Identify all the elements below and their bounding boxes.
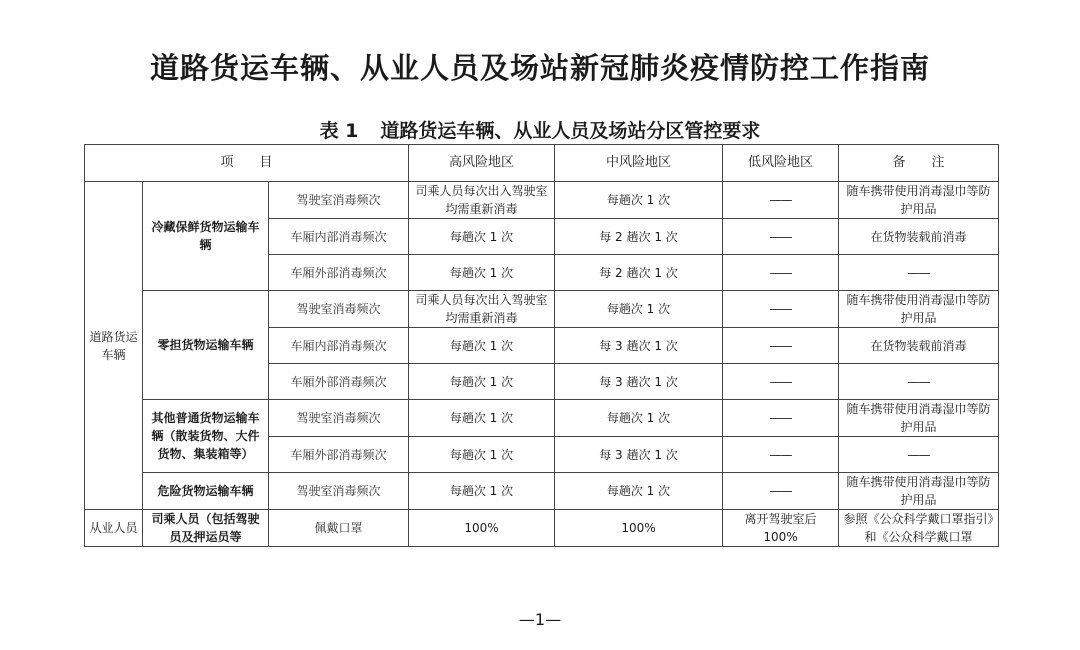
category-drivers-escorts: 司乘人员（包括驾驶员及押运员等 [143,510,269,547]
cell-note: 随车携带使用消毒湿巾等防护用品 [839,291,999,328]
table-number: 表 1 [319,120,359,142]
table-row [85,473,999,510]
header-high-risk: 高风险地区 [409,145,555,182]
cell-high: 每趟次 1 次 [409,328,555,364]
cell-item: 车厢内部消毒频次 [269,328,409,364]
cell-medium: 每 2 趟次 1 次 [555,219,723,255]
cell-low: —— [723,291,839,328]
category-dangerous-goods: 危险货物运输车辆 [143,473,269,510]
group-practitioners: 从业人员 [85,510,143,547]
cell-high: 每趟次 1 次 [409,473,555,510]
cell-medium: 每 3 趟次 1 次 [555,364,723,400]
cell-medium: 每趟次 1 次 [555,400,723,437]
cell-high: 每趟次 1 次 [409,219,555,255]
cell-item: 驾驶室消毒频次 [269,473,409,510]
cell-item: 驾驶室消毒频次 [269,291,409,328]
category-other-general-freight: 其他普通货物运输车辆（散装货物、大件货物、集装箱等） [143,400,269,473]
cell-medium: 每趟次 1 次 [555,473,723,510]
cell-low: —— [723,364,839,400]
cell-item: 驾驶室消毒频次 [269,400,409,437]
cell-note: 参照《公众科学戴口罩指引》和《公众科学戴口罩 [839,510,999,547]
cell-low: —— [723,437,839,473]
document-title: 道路货运车辆、从业人员及场站新冠肺炎疫情防控工作指南 [149,51,930,85]
cell-low: 离开驾驶室后 100% [723,510,839,547]
table-header-row [85,145,999,182]
cell-low: —— [723,255,839,291]
page-number: —1— [518,610,562,629]
cell-item: 车厢外部消毒频次 [269,364,409,400]
cell-high: 100% [409,510,555,547]
cell-note: 在货物装载前消毒 [839,219,999,255]
category-ltl-freight: 零担货物运输车辆 [143,291,269,400]
cell-low: —— [723,473,839,510]
cell-note: —— [839,255,999,291]
cell-high: 每趟次 1 次 [409,437,555,473]
cell-item: 车厢内部消毒频次 [269,219,409,255]
cell-high: 司乘人员每次出入驾驶室均需重新消毒 [409,291,555,328]
header-note: 备 注 [839,145,999,182]
group-road-freight-vehicles: 道路货运车辆 [85,182,143,510]
cell-medium: 每趟次 1 次 [555,182,723,219]
table-row [85,400,999,437]
cell-low: —— [723,182,839,219]
control-requirements-table [84,144,999,547]
cell-medium: 每 3 趟次 1 次 [555,328,723,364]
cell-medium: 每 2 趟次 1 次 [555,255,723,291]
cell-note: 在货物装载前消毒 [839,328,999,364]
cell-note: 随车携带使用消毒湿巾等防护用品 [839,400,999,437]
cell-note: —— [839,437,999,473]
category-cold-chain: 冷藏保鲜货物运输车辆 [143,182,269,291]
cell-item: 驾驶室消毒频次 [269,182,409,219]
cell-note: 随车携带使用消毒湿巾等防护用品 [839,182,999,219]
table-caption [0,116,1080,143]
cell-high: 每趟次 1 次 [409,364,555,400]
header-low-risk: 低风险地区 [723,145,839,182]
table-row [85,291,999,328]
cell-high: 每趟次 1 次 [409,400,555,437]
header-medium-risk: 中风险地区 [555,145,723,182]
cell-note: —— [839,364,999,400]
cell-low: —— [723,328,839,364]
cell-low: —— [723,400,839,437]
cell-medium: 每 3 趟次 1 次 [555,437,723,473]
cell-medium: 每趟次 1 次 [555,291,723,328]
cell-item: 车厢外部消毒频次 [269,255,409,291]
cell-medium: 100% [555,510,723,547]
table-row [85,510,999,547]
cell-low: —— [723,219,839,255]
cell-note: 随车携带使用消毒湿巾等防护用品 [839,473,999,510]
table-row [85,182,999,219]
table-title: 道路货运车辆、从业人员及场站分区管控要求 [380,120,761,142]
cell-high: 每趟次 1 次 [409,255,555,291]
cell-item: 车厢外部消毒频次 [269,437,409,473]
cell-item: 佩戴口罩 [269,510,409,547]
header-item: 项 目 [85,145,409,182]
cell-high: 司乘人员每次出入驾驶室均需重新消毒 [409,182,555,219]
